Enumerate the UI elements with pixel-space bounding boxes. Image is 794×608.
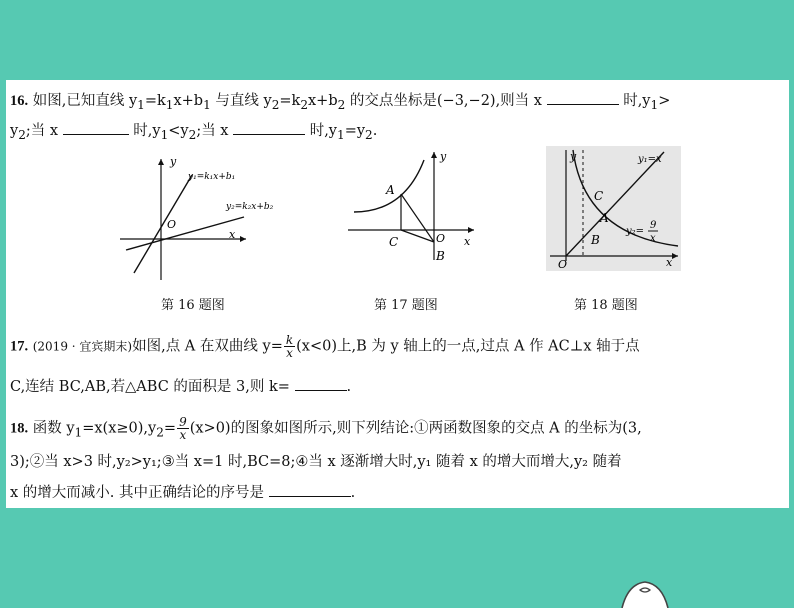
fig18-c-label: C [594, 189, 604, 203]
fig18-a-label: A [600, 211, 609, 225]
fig18-origin-label: O [558, 258, 568, 271]
q16-blank-2[interactable] [63, 120, 129, 135]
fig16-line2-label: y₂=k₂x+b₂ [226, 202, 274, 212]
q16-blank-1[interactable] [547, 90, 619, 105]
figure-16 [116, 155, 286, 285]
decorative-ornament-icon [618, 578, 672, 608]
fig18-curve-den: x [650, 233, 656, 244]
fig16-line1-label: y₁=k₁x+b₁ [188, 172, 236, 182]
fig17-c-label: C [389, 235, 399, 249]
q18-line3: x 的增大而减小. 其中正确结论的序号是 . [10, 482, 355, 503]
fig17-y-label: y [440, 150, 447, 163]
q16-number: 16. [10, 93, 29, 109]
fig18-line-label: y₁=x [638, 154, 662, 165]
q18-number: 18. [10, 420, 29, 437]
fig18-b-label: B [591, 233, 600, 247]
fig17-a-label: A [386, 183, 395, 197]
q17-line2: C,连结 BC,AB,若△ABC 的面积是 3,则 k= . [10, 376, 351, 397]
fig18-caption: 第 18 题图 [574, 298, 638, 313]
q18-fraction: $\frac{9}{x}$ [179, 415, 187, 442]
q16-line2: $y_2$;当 x 时$,y_1<y_2$;当 x 时$,y_1=y_2$. [10, 120, 377, 145]
fig18-curve-label: y₂= [626, 226, 645, 237]
fig16-caption: 第 16 题图 [161, 298, 225, 313]
q17-blank[interactable] [295, 376, 347, 391]
fig16-origin-label: O [167, 218, 177, 231]
q18-line1: 18. 函数 $y_1=x(x\ge 0),y_2=$ $\frac{9}{x}$ (x>0)的图象如图所示,则下列结论:①两函数图象的交点 A 的坐标为(3, [10, 415, 642, 442]
q18-line2: 3);②当 x>3 时,y₂>y₁;③当 x=1 时,BC=8;④当 x 逐渐增大时,y₁ 随着 x 的增大而增大,y₂ 随着 [10, 454, 622, 470]
q16-blank-3[interactable] [233, 120, 305, 135]
fig17-x-label: x [464, 235, 471, 248]
fig18-x-label: x [666, 256, 673, 269]
question-panel [6, 80, 789, 508]
fig18-y-label: y [570, 150, 577, 163]
fig17-origin-label: O [436, 232, 446, 245]
q17-source: (2019 · 宜宾期末) [32, 339, 133, 354]
q16-line1: 16. 如图,已知直线 $y_1=k_1x+b_1$ 与直线 $y_2=k_2x+b_2$ 的交点坐标是(−3,−2),则当 x 时$,y_1>$ [10, 90, 670, 115]
figure-18 [546, 146, 681, 271]
q18-blank[interactable] [269, 482, 351, 497]
q17-line1: 17. (2019 · 宜宾期末)如图,点 A 在双曲线 y= $\frac{k}{x}$ (x<0)上,B 为 y 轴上的一点,过点 A 作 AC⊥x 轴于点 [10, 333, 640, 360]
q16-text: 如图,已知直线 y [32, 93, 138, 109]
q17-number: 17. [10, 338, 29, 355]
q17-fraction: $\frac{k}{x}$ [285, 333, 294, 360]
fig16-y-label: y [170, 155, 177, 168]
fig16-x-label: x [229, 228, 236, 241]
fig17-b-label: B [436, 249, 445, 263]
fig18-curve-num: 9 [650, 220, 657, 231]
figure-17 [344, 150, 479, 270]
fig17-caption: 第 17 题图 [374, 298, 438, 313]
